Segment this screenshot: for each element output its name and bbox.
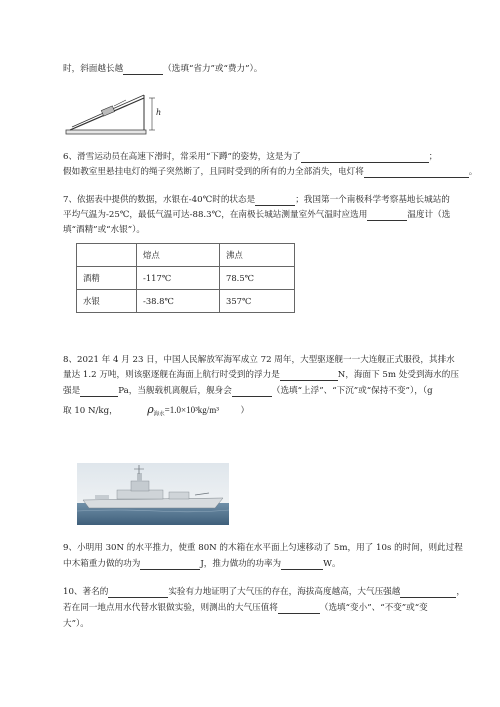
- q7-text: ；我国第一个南极科学考察基地长城站的: [295, 195, 450, 205]
- q6-punct: 。: [468, 167, 478, 177]
- q5-text-post: （选填“省力”或“费力”）。: [163, 64, 263, 74]
- incline-figure: [64, 90, 164, 138]
- q8-text: N，海面下 5m 处受到海水的压: [337, 370, 459, 380]
- table-row: [77, 267, 295, 290]
- q8-text: 强是: [63, 386, 81, 396]
- table-header-row: [77, 244, 295, 267]
- q5-text-pre: 时，斜面越长越: [63, 64, 124, 74]
- q6-text: 6、滑雪运动员在高速下滑时，常采用“下蹲”的姿势，这是为了: [63, 152, 301, 162]
- table-header-cell: 熔点: [137, 244, 220, 267]
- warship-photo: [77, 463, 229, 525]
- q7-line-2: [63, 210, 450, 221]
- rho-symbol: ρ: [147, 403, 154, 416]
- table-header-cell: [77, 244, 137, 267]
- q8-line-2: [63, 370, 459, 381]
- q7-text: 温度计（选: [407, 210, 451, 220]
- table-row: [77, 290, 295, 313]
- q10-line-1: [63, 587, 465, 598]
- q8-text: ）: [240, 406, 250, 416]
- q8-text: 8、2021 年 4 月 23 日，中国人民解放军海军成立 72 周年，大型驱逐舰一一大连舰正式服役，其排水: [63, 355, 455, 365]
- answer-blank[interactable]: [140, 560, 200, 570]
- rho-subscript: 海水: [153, 411, 165, 418]
- q9-text: J，推力做功的功率为: [200, 559, 282, 569]
- answer-blank[interactable]: [364, 168, 469, 178]
- table-cell: 水银: [77, 290, 137, 313]
- q9-line-1: [63, 543, 463, 554]
- table-cell: 78.5℃: [220, 267, 295, 290]
- q5-line: [63, 64, 262, 75]
- q8-text: 量达 1.2 万吨，则该驱逐舰在海面上航行时受到的浮力是: [63, 370, 280, 380]
- table-cell: 酒精: [77, 267, 137, 290]
- q9-text: W。: [323, 559, 341, 569]
- q8-line-1: [63, 355, 455, 366]
- q9-text: 中木箱重力做的功为: [63, 559, 141, 569]
- answer-blank[interactable]: [278, 604, 320, 614]
- q10-text: 大”）。: [63, 619, 89, 629]
- table-cell: 357℃: [220, 290, 295, 313]
- answer-blank[interactable]: [280, 371, 338, 381]
- answer-blank[interactable]: [255, 196, 295, 206]
- q10-text: 若在同一地点用水代替水银做实验，则测出的大气压值将: [63, 603, 278, 613]
- incline-h-label: h: [156, 108, 162, 117]
- table-cell: -117℃: [137, 267, 220, 290]
- q6-text: 假如教室里悬挂电灯的绳子突然断了，且同时受到的所有的力全部消失，电灯将: [63, 167, 364, 177]
- table-cell: -38.8℃: [137, 290, 220, 313]
- q7-text: 7、依据表中提供的数据，水银在-40℃时的状态是: [63, 195, 256, 205]
- answer-blank[interactable]: [301, 153, 429, 163]
- q8-text: （选填“上浮”、“下沉”或“保持不变”），（g: [271, 386, 433, 396]
- q7-line-3: [63, 225, 145, 236]
- q9-text: 9、小明用 30N 的水平推力，使重 80N 的木箱在水平面上匀速移动了 5m，用了 10s 的时间，则此过程: [63, 543, 463, 553]
- q10-text: 10、著名的: [63, 587, 109, 597]
- answer-blank[interactable]: [400, 588, 456, 598]
- table-header-cell: 沸点: [220, 244, 295, 267]
- q10-text: （选填“变小”、“不变”或“变: [319, 603, 428, 613]
- q6-punct: ；: [428, 152, 438, 162]
- q7-line-1: [63, 195, 450, 206]
- q9-line-2: [63, 559, 341, 570]
- q8-line-3: [63, 386, 433, 397]
- q10-text: ，: [456, 587, 465, 597]
- answer-blank[interactable]: [80, 387, 118, 397]
- q10-line-2: [63, 603, 428, 614]
- q6-line-1: [63, 152, 437, 163]
- q10-line-3: [63, 619, 89, 630]
- q8-text: Pa，当舰载机离舰后，舰身会: [118, 386, 232, 396]
- answer-blank[interactable]: [367, 211, 407, 221]
- q6-line-2: [63, 167, 477, 178]
- density-formula: =1.0×10³kg/m³: [164, 405, 219, 415]
- q8-text: 取 10 N/kg，: [63, 406, 118, 416]
- answer-blank[interactable]: [281, 560, 323, 570]
- q7-text: 填“酒精”或“水银”）。: [63, 225, 146, 235]
- q8-line-4: [63, 404, 249, 421]
- q10-text: 实验有力地证明了大气压的存在，海拔高度越高，大气压强越: [168, 587, 401, 597]
- melting-boiling-table: [76, 243, 295, 313]
- q7-text: 平均气温为-25℃，最低气温可达-88.3℃，在南极长城站测量室外气温时应选用: [63, 210, 368, 220]
- answer-blank[interactable]: [232, 387, 272, 397]
- answer-blank[interactable]: [108, 588, 168, 598]
- answer-blank[interactable]: [123, 65, 163, 75]
